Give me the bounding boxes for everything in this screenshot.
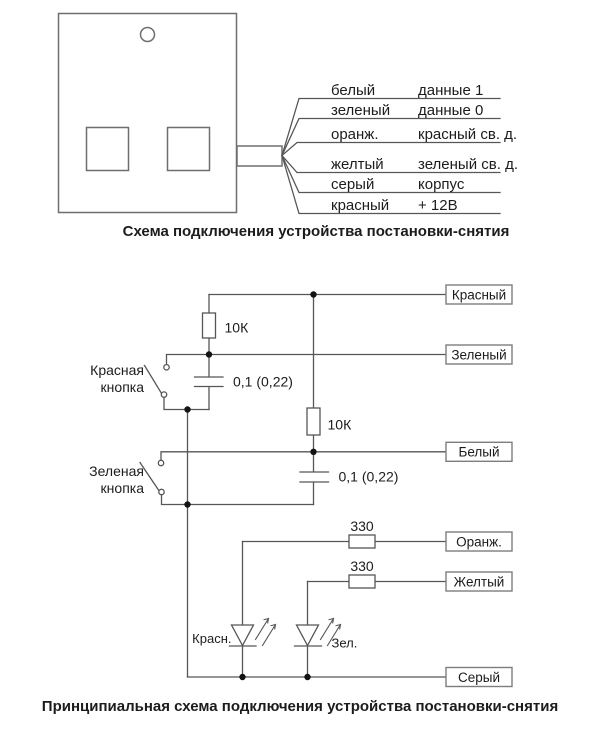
led-green-triangle <box>297 625 319 646</box>
led-red-leads <box>230 542 257 678</box>
wire-function-label: данные 1 <box>418 82 484 99</box>
resistor-r2-value: 10К <box>327 416 352 433</box>
device-outline <box>59 14 237 213</box>
terminal-label-green: Зеленый <box>451 347 507 363</box>
wire-color-label: зеленый <box>331 102 391 119</box>
capacitor-c2-value: 0,1 (0,22) <box>338 468 399 485</box>
schematic-caption: Принципиальная схема подключения устройства постановки-снятия <box>41 698 559 715</box>
wire-function-label: данные 0 <box>418 102 484 119</box>
wire-function-label: красный св. д. <box>418 126 518 143</box>
resistor-r2 <box>307 408 320 435</box>
resistor-r3-value: 330 <box>350 518 374 534</box>
wiring-diagram <box>0 0 600 250</box>
junction-dot <box>304 674 310 680</box>
wire-function-label: корпус <box>418 176 465 193</box>
red-button-terminal-top <box>164 365 169 370</box>
wire-color-label: белый <box>331 82 376 99</box>
wire-color-label: серый <box>331 176 375 193</box>
green-button-bottom-wire <box>162 495 314 505</box>
cable-connector <box>237 146 282 166</box>
resistor-r1 <box>203 313 216 338</box>
wire-color-label: оранж. <box>331 126 379 143</box>
net-white-rail <box>161 452 446 461</box>
resistor-r4-value: 330 <box>350 558 374 574</box>
device-led-hole <box>141 28 155 42</box>
resistor-r4 <box>349 575 375 588</box>
green-button-terminal-bottom <box>159 489 164 494</box>
green-button-terminal-top <box>158 460 163 465</box>
terminal-label-yellow: Желтый <box>453 574 505 590</box>
led-red-label: Красн. <box>192 631 232 646</box>
wire-orange <box>282 143 500 156</box>
wire-color-label: желтый <box>331 156 384 173</box>
led-red-light-arrows <box>256 619 276 646</box>
junction-dot <box>206 351 212 357</box>
resistor-r3 <box>349 535 375 548</box>
junction-dot <box>310 449 316 455</box>
terminal-label-gray: Серый <box>457 669 501 685</box>
red-button-label: Красная кнопка <box>90 362 144 395</box>
junction-dot <box>184 406 190 412</box>
wire-color-label: красный <box>331 197 390 214</box>
terminal-label-white: Белый <box>458 444 500 460</box>
resistor-r1-value: 10К <box>224 319 249 336</box>
capacitor-c1 <box>195 355 224 410</box>
wiring-caption: Схема подключения устройства постановки-снятия <box>122 223 510 240</box>
resistor-r2-capacitor-c2-leads <box>300 295 329 505</box>
junction-dot <box>184 501 190 507</box>
red-button-terminal-bottom <box>161 392 166 397</box>
wire-function-label: + 12В <box>418 197 458 214</box>
junction-dot <box>239 674 245 680</box>
red-button-lever <box>145 366 162 393</box>
terminal-label-red: Красный <box>451 287 507 303</box>
device-square-left <box>87 128 129 171</box>
led-green-label: Зел. <box>331 635 358 651</box>
capacitor-c1-value: 0,1 (0,22) <box>233 373 293 390</box>
terminal-label-orange: Оранж. <box>456 534 502 550</box>
device-square-right <box>168 128 210 171</box>
green-button-label: Зеленая кнопка <box>89 463 144 496</box>
wire-function-label: зеленый св. д. <box>418 156 518 173</box>
led-red-triangle <box>232 625 254 646</box>
junction-dot <box>310 291 316 297</box>
